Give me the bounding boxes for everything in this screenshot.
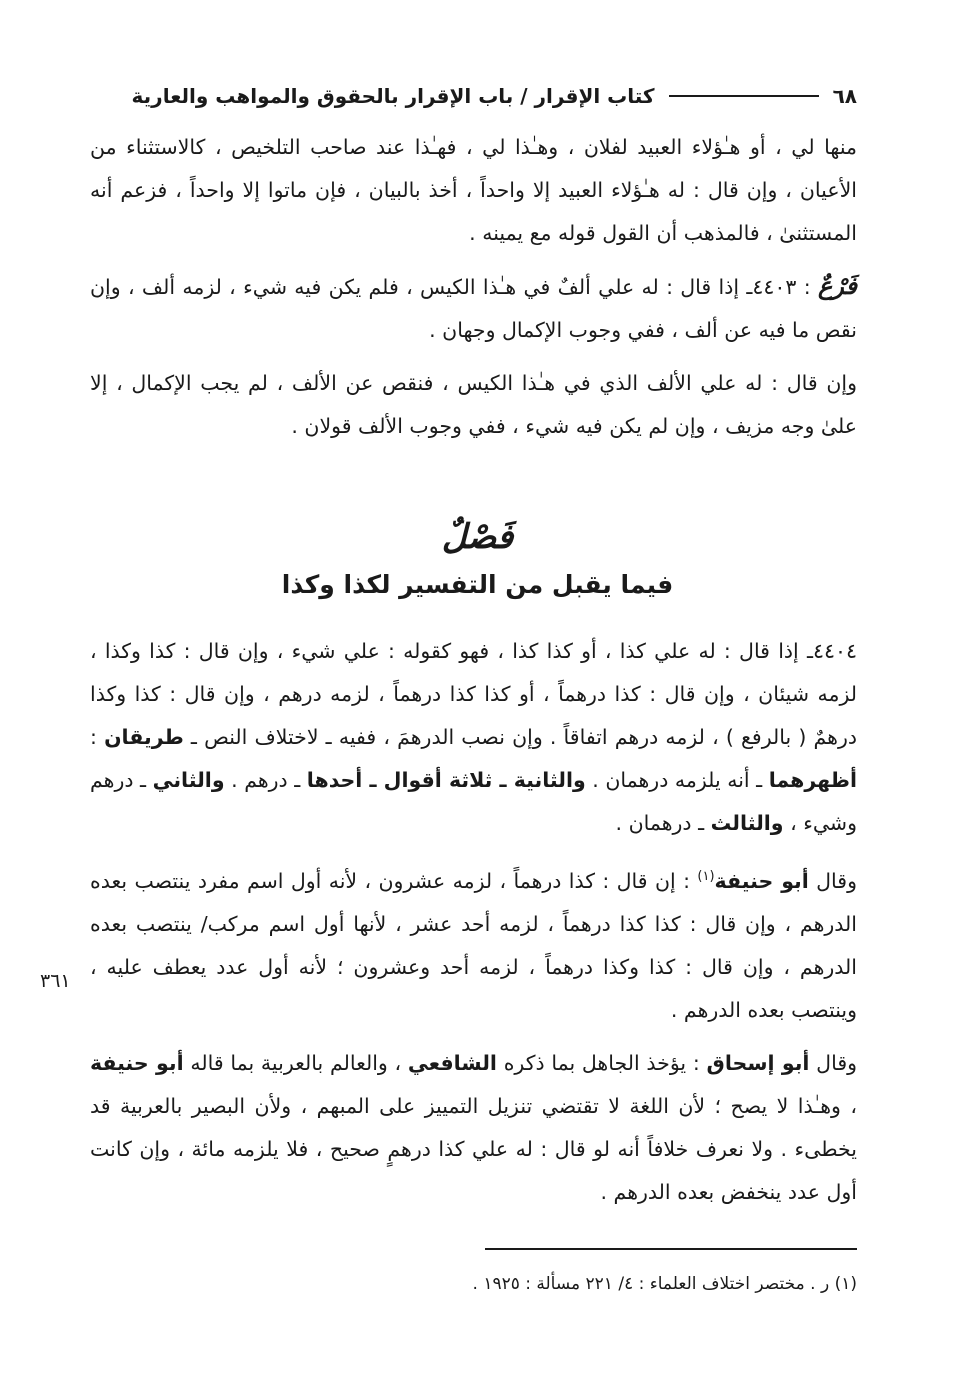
paragraph: منها لي ، أو هـٰؤلاء العبيد لفلان ، وهـٰذا لي ، فهـٰذا عند صاحب التلخيص ، كالاستثناء من الأعيان ، وإن قال : له هـٰؤلاء العبيد إلا واحداً ، أخذ بالبيان ، فإن ماتوا إلا واحداً ، فزعم أنه المستثنىٰ ، فالمذهب أن القول قوله مع يمينه . [90, 135, 857, 245]
paragraph-far3 [90, 265, 857, 352]
paragraph-text: : ٤٤٠٣ـ إذا قال : له علي ألفٌ في هـٰذا الكيس ، فلم يكن فيه شيء ، لزمه ألف ، وإن نقص ما فيه عن ألف ، ففي وجوب الإكمال وجهان . [90, 275, 857, 342]
paragraph-abu-hanifa: وقال أبو حنيفة$^{(١)}$ : إن قال : كذا درهماً ، لزمه عشرون ، لأنه أول اسم مفرد ينتصب بعده الدرهم ، وإن قال : كذا كذا درهماً ، لزمه أحد عشر ، لأنها أول اسم مركب/ ينتصب بعده الدرهم ، وإن قال : كذا وكذا درهماً ، لزمه أحد وعشرون ؛ لأنه أول عدد يعطف عليه ، وينتصب بعده الدرهم . [90, 868, 857, 1022]
text-block-2 [90, 630, 857, 1224]
paragraph: وإن قال : له علي الألف الذي في هـٰذا الكيس ، فنقص عن الألف ، لم يجب الإكمال ، إلا علىٰ وجه مزيف ، وإن لم يكن فيه شيء ، ففي وجوب الألف قولان . [90, 371, 857, 438]
page-number: ٦٨ [832, 84, 857, 108]
header-rule [669, 95, 819, 97]
margin-page-ref: ٣٦١ [40, 970, 71, 992]
footnote-rule [485, 1248, 857, 1250]
paragraph-abu-ishaq: وقال أبو إسحاق : يؤخذ الجاهل بما ذكره الشافعي ، والعالم بالعربية بما قاله أبو حنيفة ، وهـٰذا لا يصح ؛ لأن اللغة لا تقتضي تنزيل التمييز على المبهم ، ولأن البصير بالعربية قد يخطىء . ولا نعرف خلافاً أنه لو قال : له علي كذا درهمٍ صحيح ، فلا يلزمه مائة ، وإن كانت أول عدد ينخفض بعده الدرهم . [90, 1050, 858, 1204]
running-header [92, 74, 857, 118]
fasl-heading: فَصْلٌ [441, 517, 514, 557]
far3-label: فَرْعٌ [817, 272, 857, 300]
footnote-marker: (١) [697, 869, 715, 884]
section-title: فيما يقبل من التفسير لكذا وكذا [281, 570, 674, 599]
footnote: (١) ر . مختصر اختلاف العلماء : ٤/ ٢٢١ مسألة : ١٩٢٥ . [472, 1274, 857, 1294]
paragraph-4404: ٤٤٠٤ـ إذا قال : له علي كذا ، أو كذا كذا ، فهو كقوله : علي شيء ، وإن قال : كذا وكذا ، لزمه شيئان ، وإن قال : كذا درهماً ، أو كذا كذا درهماً ، لزمه درهم ، وإن قال : كذا وكذا درهمٌ ( بالرفع ) ، لزمه درهم اتفاقاً . وإن نصب الدرهمَ ، ففيه ـ لاختلاف النص ـ طريقان : أظهرهما ـ أنه يلزمه درهمان . والثانية ـ ثلاثة أقوال ـ أحدها ـ درهم . والثاني ـ درهم وشيء ، والثالث ـ درهمان . [90, 639, 857, 835]
running-title: كتاب الإقرار / باب الإقرار بالحقوق والمواهب والعارية [131, 84, 655, 108]
text-block-1 [90, 126, 857, 448]
section-ornament [0, 505, 955, 569]
